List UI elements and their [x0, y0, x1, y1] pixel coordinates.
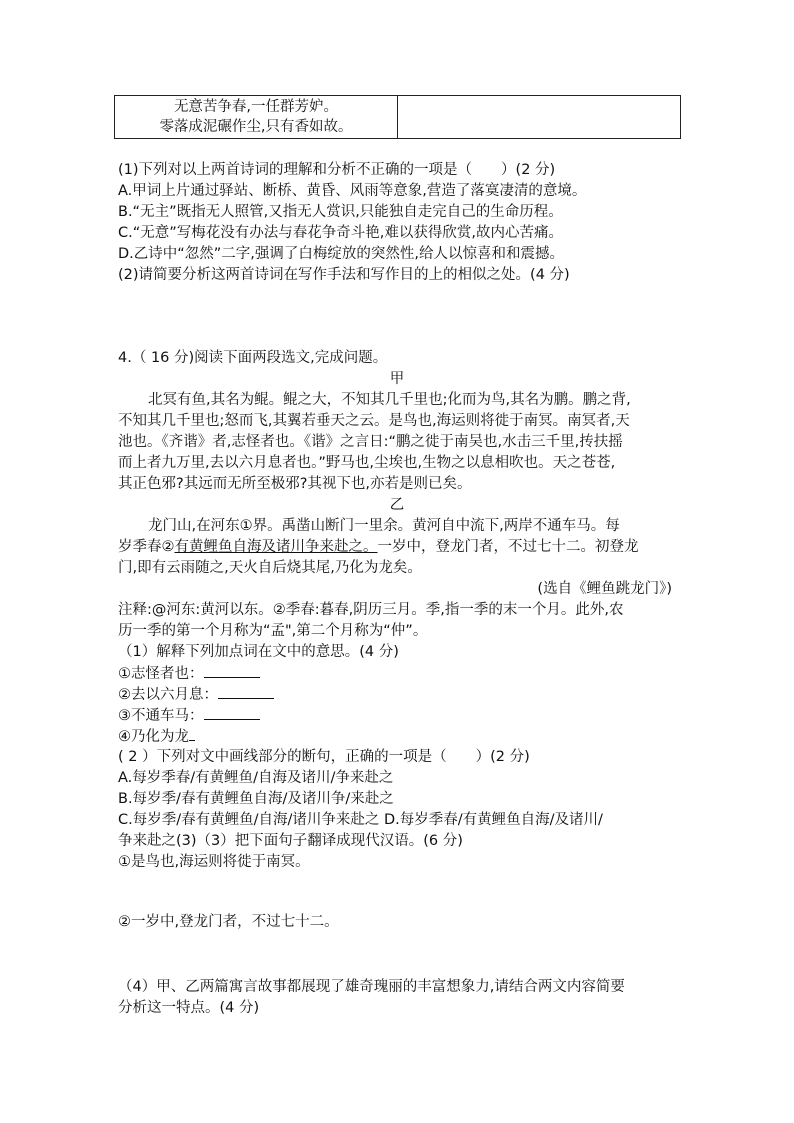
- q3-sub1-stem: (1)下列对以上两首诗词的理解和分析不正确的一项是（ ）(2 分): [118, 162, 556, 178]
- q4-sub2-stem: ( 2 ）下列对文中画线部分的断句，正确的一项是（ ）(2 分): [118, 749, 530, 765]
- q4-sub1-item: [118, 684, 274, 705]
- passage-yi-line: 龙门山,在河东①界。禹凿山断门一里余。黄河自中流下,两岸不通车马。每: [148, 518, 620, 534]
- item-label: ①志怪者也：: [118, 666, 204, 682]
- passage-yi-title: 乙: [389, 497, 405, 513]
- poem-right-cell: [398, 96, 681, 139]
- q3-option-d: D.乙诗中“忽然”二字,强调了白梅绽放的突然性,给人以惊喜和和震撼。: [118, 246, 565, 262]
- q4-header: 4.（ 16 分)阅读下面两段选文,完成问题。: [118, 350, 388, 366]
- q3-option-a: A.甲词上片通过驿站、断桥、黄昏、风雨等意象,营造了落寞凄清的意境。: [118, 183, 587, 199]
- annotation-line: 注释:@河东:黄河以东。②季春:暮春,阴历三月。季,指一季的末一个月。此外,农: [118, 602, 624, 618]
- passage-jia-line: 其正色邪?其远而无所至极邪?其视下也,亦若是则已矣。: [118, 476, 472, 492]
- q4-sub1-item: [118, 726, 195, 747]
- q4-sub1-stem: （1）解释下列加点词在文中的意思。(4 分): [118, 644, 399, 660]
- answer-blank[interactable]: [218, 684, 274, 699]
- poem-table: [114, 95, 681, 139]
- q4-sub2-continuation: 争来赴之(3)（3）把下面句子翻译成现代汉语。(6 分): [118, 833, 463, 849]
- answer-blank[interactable]: [204, 663, 260, 678]
- q4-sub2-option-a: A.每岁季春/有黄鲤鱼/自海及诸川/争来赴之: [118, 770, 394, 786]
- q3-option-b: B.“无主”既指无人照管,又指无人赏识,只能独自走完自己的生命历程。: [118, 204, 563, 220]
- item-label: ③不通车马：: [118, 708, 204, 724]
- item-label: ②去以六月息：: [118, 687, 218, 703]
- item-label: ④乃化为龙: [118, 729, 189, 745]
- q4-sub1-item: [118, 705, 260, 726]
- passage-jia-line: 不知其几千里也;怒而飞,其翼若垂天之云。是鸟也,海运则将徙于南冥。南冥者,天: [118, 413, 630, 429]
- poem-line: 零落成泥碾作尘,只有香如故。: [159, 119, 353, 135]
- passage-jia-line: 北冥有鱼,其名为鲲。鲲之大，不知其几千里也;化而为鸟,其名为鹏。鹏之背,: [148, 392, 631, 408]
- q4-sub1-item: [118, 663, 260, 684]
- passage-source: (选自《鲤鱼跳龙门》): [537, 581, 672, 597]
- poem-line: 无意苦争春,一任群芳妒。: [173, 99, 339, 115]
- q4-sub4-stem: （4）甲、乙两篇寓言故事都展现了雄奇瑰丽的丰富想象力,请结合两文内容简要: [118, 979, 625, 995]
- q4-sub3-item: ②一岁中,登龙门者，不过七十二。: [118, 914, 339, 930]
- passage-jia-title: 甲: [389, 371, 405, 387]
- q4-sub2-option-b: B.每岁季/春有黄鲤鱼自海/及诸川争/来赴之: [118, 791, 394, 807]
- q3-option-c: C.“无意”写梅花没有办法与春花争奇斗艳,难以获得欣赏,故内心苦痛。: [118, 225, 563, 241]
- passage-jia-line: 池也。《齐谐》者,志怪者也。《谐》之言日:“鹏之徙于南吴也,水击三千里,抟扶摇: [118, 434, 623, 450]
- underlined-sentence: 有黄鲤鱼自海及诸川争来赴之。: [174, 539, 378, 555]
- poem-left-cell: [115, 96, 398, 139]
- q4-sub3-item: ①是鸟也,海运则将徙于南冥。: [118, 854, 310, 870]
- q3-sub2-stem: (2)请简要分析这两首诗词在写作手法和写作目的上的相似之处。(4 分): [118, 267, 570, 283]
- answer-blank[interactable]: [189, 726, 195, 741]
- poem-table-row: [115, 96, 681, 139]
- passage-jia-line: 而上者九万里,去以六月息者也。”野马也,尘埃也,生物之以息相吹也。天之苍苍,: [118, 455, 616, 471]
- answer-blank[interactable]: [204, 705, 260, 720]
- passage-yi-line: [118, 537, 639, 557]
- q4-sub4-stem: 分析这一特点。(4 分): [118, 1000, 260, 1016]
- annotation-line: 历一季的第一个月称为“孟",第二个月称为“仲”。: [118, 623, 428, 639]
- passage-yi-text: 岁季春②: [118, 539, 175, 555]
- q4-sub2-option-cd: C.每岁季/春有黄鲤鱼/自海/诸川争来赴之 D.每岁季春/有黄鲤鱼自海/及诸川/: [118, 812, 603, 828]
- passage-yi-line: 门,即有云雨随之,天火自后烧其尾,乃化为龙矣。: [118, 560, 422, 576]
- passage-yi-text: 一岁中，登龙门者，不过七十二。初登龙: [377, 539, 639, 555]
